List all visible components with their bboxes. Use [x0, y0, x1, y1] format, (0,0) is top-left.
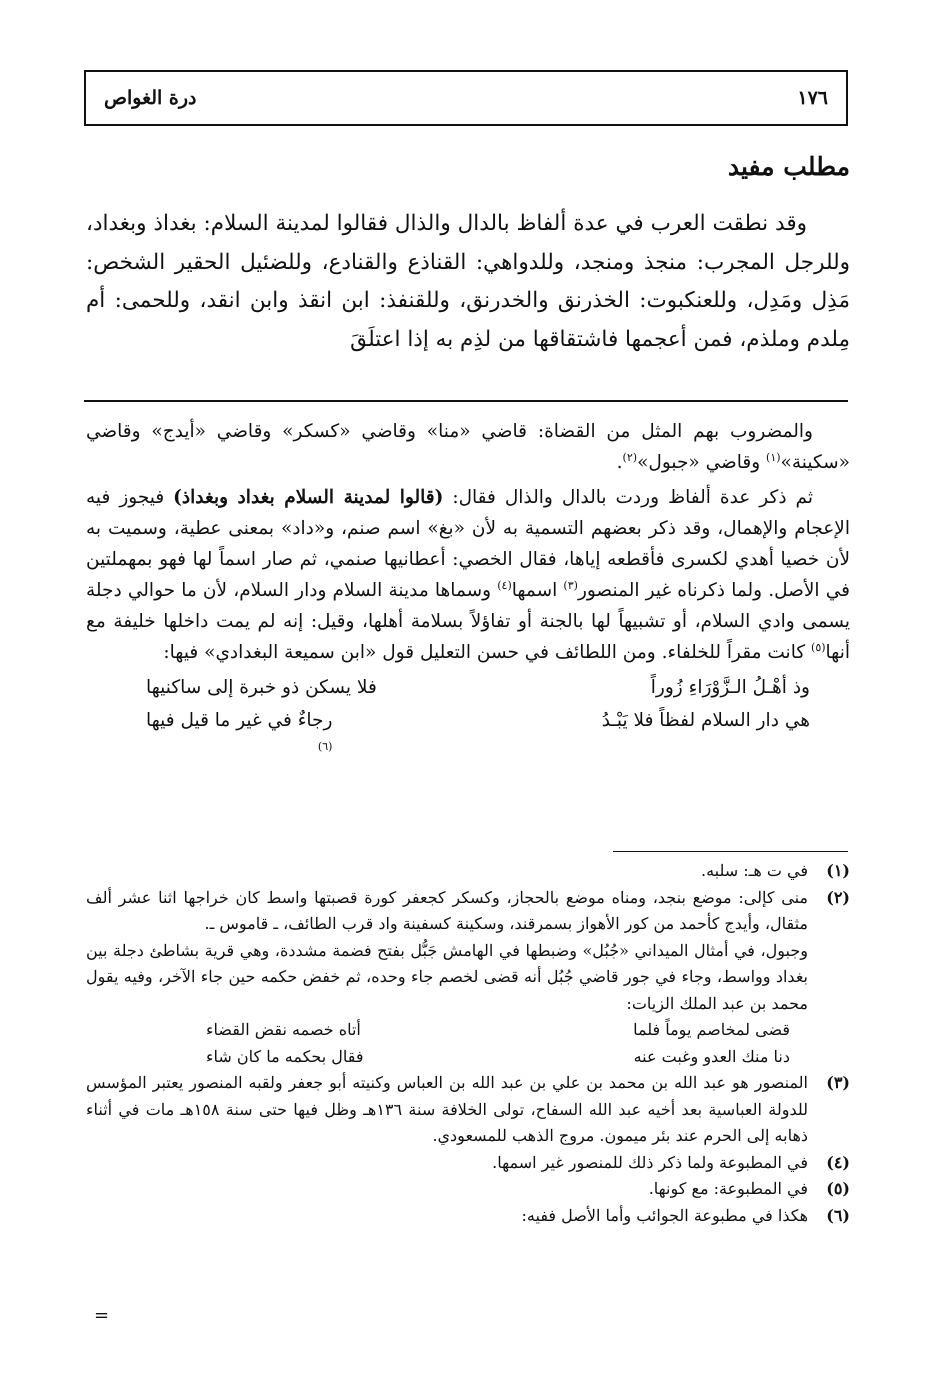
- commentary-text: .: [616, 452, 623, 473]
- commentary-text: والمضروب بهم المثل من القضاة: قاضي «منا» وقاضي «كسكر» وقاضي «أيدج» وقاضي «سكينة»: [86, 421, 850, 473]
- book-title: درة الغواص: [104, 87, 197, 109]
- footnote-text: في ت هـ: سلبه.: [700, 861, 808, 880]
- footnote-ref-1: (١): [766, 450, 781, 464]
- commentary-text: فيجوز فيه الإعجام والإهمال، وقد ذكر بعضهم التسمية به لأن «بغ» اسم صنم، و«داد» بمعنى عطية، وسميت به لأن خصيا أهدي لكسرى فأقطعه إياها، فقال الخصي: أعطانيها صنمي، ثم صار اسماً لها فهو بمهملتين في الأصل. ولما ذكرناه غير المنصور: [86, 487, 850, 601]
- footnote: [86, 1070, 850, 1150]
- hemistich: هي دار السلام لفظاً فلا يَبْـدُ: [601, 710, 810, 731]
- text-divider: [84, 400, 848, 402]
- commentary-text: ثم ذكر عدة ألفاظ وردت بالدال والذال فقال:: [443, 487, 813, 508]
- footnote-poem-line-1: [206, 1017, 790, 1044]
- hemistich: دنا منك العدو وغبت عنه: [633, 1046, 790, 1066]
- commentary-text: كانت مقراً للخلفاء. ومن اللطائف في حسن التعليل قول «ابن سميعة البغدادي» فيها:: [163, 642, 812, 663]
- running-header: [84, 70, 848, 126]
- footnote-divider: [613, 851, 848, 852]
- poem-line-1: [146, 672, 810, 703]
- continuation-mark: =: [94, 1305, 110, 1326]
- footnote: [86, 885, 850, 938]
- hemistich: [146, 705, 332, 767]
- footnote-ref-3: (٣): [563, 578, 578, 592]
- commentary-paragraph-1: [86, 416, 850, 478]
- footnote-number: (٦): [826, 1205, 850, 1225]
- footnote-ref-4: (٤): [497, 578, 512, 592]
- footnote-text: هكذا في مطبوعة الجوائب وأما الأصل ففيه:: [521, 1205, 808, 1225]
- footnote: [86, 858, 850, 885]
- hemistich: فلا يسكن ذو خبرة إلى ساكنيها: [146, 677, 377, 698]
- footnote-text: المنصور هو عبد الله بن محمد بن علي بن عبد الله بن العباس وكنيته أبو جعفر ولقبه المنصور يعتبر المؤسس للدولة العباسية بعد أخيه عبد الله السفاح، تولى الخلافة سنة ١٣٦هـ وظل فيها حتى سنة ١٥٨هـ مات في أثناء ذهابه إلى الحرم عند بئر ميمون. مروج الذهب للمسعودي.: [86, 1073, 809, 1145]
- quoted-phrase: (قالوا لمدينة السلام بغداد وبغداذ): [173, 487, 444, 508]
- footnote-number: [808, 938, 850, 1018]
- footnote: [86, 1176, 850, 1203]
- commentary-text: وقاضي «جبول»: [637, 452, 767, 473]
- footnote-number: (٤): [826, 1152, 850, 1172]
- footnote-poem-line-2: [206, 1044, 790, 1071]
- main-paragraph: وقد نطقت العرب في عدة ألفاظ بالدال والذال فقالوا لمدينة السلام: بغداذ وبغداد، وللرجل المجرب: منجذ ومنجد، وللدواهي: القناذع والقنادع، وللضئيل الحقير الشخص: مَذِل ومَدِل، وللعنكبوت: الخذرنق والخدرنق، وللقنفذ: ابن انقذ وابن انقد، وللحمى: أم مِلدم وملذم، فمن أعجمها فاشتقاقها من لذِم به إذا اعتلَقَ: [86, 211, 850, 352]
- footnote-number: (١): [826, 861, 850, 880]
- hemistich-text: رجاءٌ في غير ما قيل فيها: [146, 710, 333, 731]
- hemistich: أتاه خصمه نقض القضاء: [206, 1020, 361, 1039]
- hemistich: وذ أهْـلُ الـزَّوْرَاءِ زُوراً: [650, 677, 810, 698]
- poem-line-2: [146, 705, 810, 767]
- footnote-number: (٣): [826, 1073, 850, 1092]
- commentary-text: اسمها: [511, 580, 564, 601]
- footnote-number: (٥): [826, 1179, 850, 1198]
- main-text-block: [86, 205, 850, 359]
- footnote-text: في المطبوعة ولما ذكر ذلك للمنصور غير اسمها.: [492, 1152, 808, 1172]
- footnote-ref-6: (٦): [317, 739, 333, 753]
- commentary-block: [86, 416, 850, 767]
- footnote-ref-2: (٢): [622, 450, 638, 464]
- footnote-text: منى كإلى: موضع بنجد، ومناه موضع بالحجاز، وكسكر كجعفر كورة قصبتها واسط كان خراجها اثنا عشر ألف مثقال، وأيدج كأحمد من كور الأهواز بسمرقند، وسكينة كسفينة واد قرب الطائف، ـ قاموس ـ.: [86, 887, 808, 933]
- page-number: ١٧٦: [797, 87, 828, 109]
- hemistich: قضى لمخاصم يوماً فلما: [633, 1020, 790, 1039]
- commentary-paragraph-2: [86, 482, 850, 668]
- hemistich: فقال بحكمه ما كان شاء: [206, 1046, 364, 1066]
- commentary-text: وسماها مدينة السلام ودار السلام، لأن ما حوالي دجلة يسمى وادي السلام، أو تشبيهاً لها بالجنة أو تفاؤلاً بسلامة أهلها، وقيل: إنه لم يمت داخلها خليفة مع أنها: [86, 580, 850, 663]
- footnote-number: (٢): [826, 887, 850, 907]
- footnote: [86, 1203, 850, 1230]
- footnotes-block: [86, 858, 850, 1229]
- footnote-ref-5: (٥): [811, 640, 826, 654]
- footnote-text: وجبول، في أمثال الميداني «جُبُل» وضبطها في الهامش جَبُّل بفتح فضمة مشددة، وهي قرية بشاطئ دجلة بين بغداد وواسط، وجاء في جور قاضي جُبُل أنه قضى لخصم جاء وحده، ثم خفض حكمه حين جاء الآخر، وفيه يقول محمد بن عبد الملك الزيات:: [86, 940, 808, 1013]
- section-title: مطلب مفيد: [727, 152, 850, 181]
- footnote-continuation: [86, 938, 850, 1018]
- footnote: [86, 1150, 850, 1177]
- footnote-text: في المطبوعة: مع كونها.: [648, 1179, 808, 1198]
